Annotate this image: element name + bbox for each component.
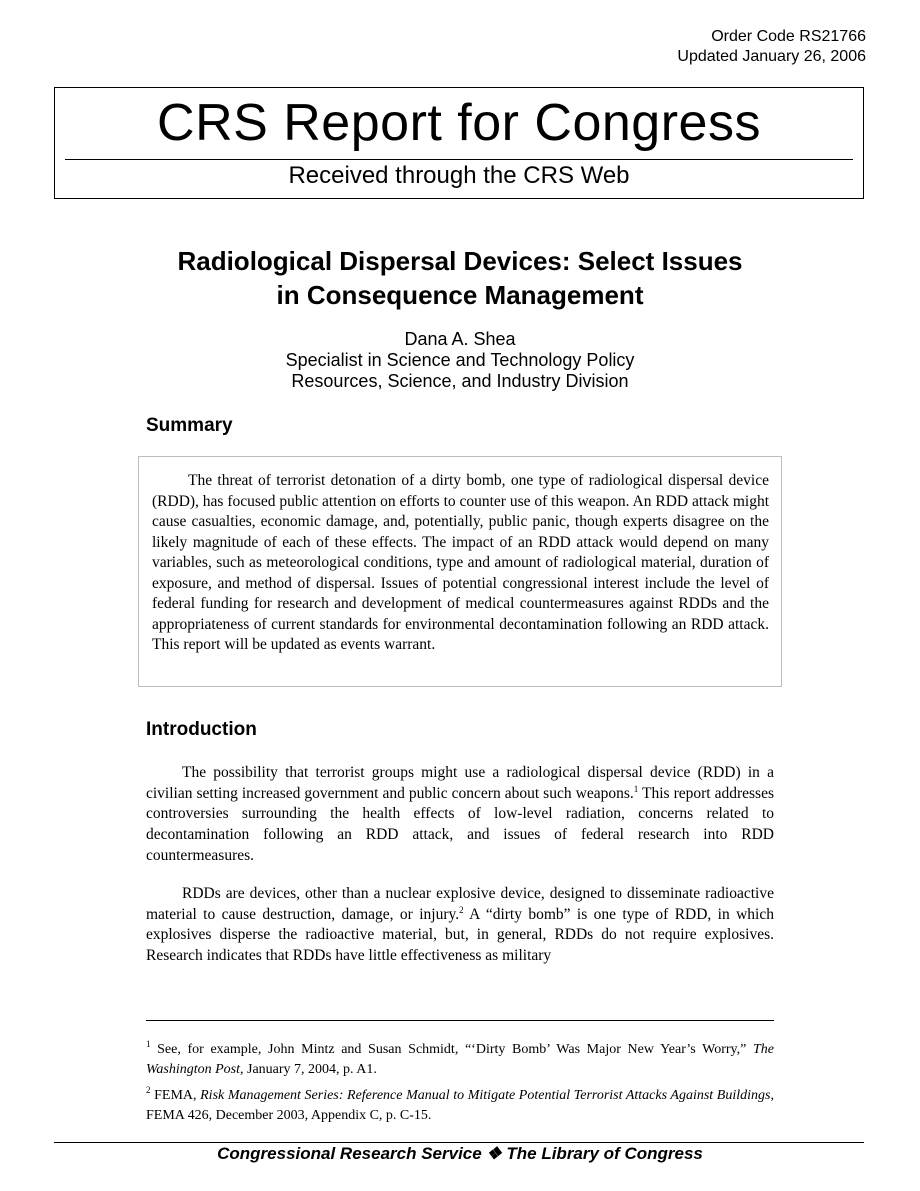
footnote-1: [146, 1040, 774, 1079]
footnote-2-number: 2: [146, 1085, 151, 1095]
footnote-divider: [146, 1020, 774, 1021]
footer-text: Congressional Research Service ❖ The Library of Congress: [217, 1144, 703, 1163]
summary-heading: Summary: [146, 415, 233, 436]
footnote-ref-1: 1: [633, 783, 639, 794]
footnote-1-number: 1: [146, 1039, 151, 1049]
document-title: [100, 244, 820, 312]
author-block: [100, 329, 820, 392]
report-header-box: [54, 87, 864, 199]
summary-paragraph: The threat of terrorist detonation of a dirty bomb, one type of radiological dispersal device (RDD), has focused public attention on efforts to counter use of this weapon. An RDD attack might cause casualties, economic damage, and, potentially, public panic, though experts disagree on the likely magnitude of each of these effects. The impact of an RDD attack would depend on many variables, such as meteorological conditions, type and amount of radiological material, duration of exposure, and method of dispersal. Issues of potential congressional interest include the level of federal funding for research and development of medical countermeasures against RDDs and the appropriateness of current standards for environmental decontamination following an RDD attack. This report will be updated as events warrant.: [152, 472, 770, 653]
document-title-line-1: Radiological Dispersal Devices: Select Issues: [177, 246, 743, 276]
introduction-heading: Introduction: [146, 719, 257, 740]
footnote-1-citation: , January 7, 2004, p. A1.: [240, 1061, 377, 1077]
document-title-line-2: in Consequence Management: [276, 280, 644, 310]
footnote-1-source: The Washington Post: [146, 1042, 774, 1077]
author-name: Dana A. Shea: [404, 329, 516, 349]
report-title: CRS Report for Congress: [157, 94, 761, 152]
intro-paragraph-2: [146, 884, 774, 967]
report-subtitle: Received through the CRS Web: [288, 162, 630, 189]
intro-p1-continued: This report addresses controversies surrounding the health effects of low-level radiation, concerns related to decontamination following an RDD attack, and issues of federal research into RDD countermeasures.: [146, 784, 774, 864]
footnote-2-source: Risk Management Series: Reference Manual to Mitigate Potential Terrorist Attacks Against Buildings: [200, 1088, 771, 1103]
footnote-2-citation: , FEMA 426, December 2003, Appendix C, p. C-15.: [146, 1088, 774, 1123]
footnote-2-text: FEMA,: [150, 1088, 201, 1103]
footnote-ref-2: 2: [459, 904, 464, 915]
footnote-1-text: See, for example, John Mintz and Susan Schmidt, “‘Dirty Bomb’ Was Major New Year’s Worry,”: [150, 1042, 753, 1057]
author-division: Resources, Science, and Industry Division: [291, 371, 629, 391]
intro-paragraph-1: [146, 763, 774, 867]
intro-p2-text: RDDs are devices, other than a nuclear explosive device, designed to disseminate radioactive material to cause destruction, damage, or injury.: [146, 885, 774, 923]
footnote-2: [146, 1086, 774, 1125]
intro-p1-text: The possibility that terrorist groups might use a radiological dispersal device (RDD) in a civilian setting increased government and public concern about such weapons.: [146, 764, 774, 802]
header-divider: [65, 159, 853, 160]
order-info: [677, 27, 866, 67]
summary-text: [152, 471, 769, 656]
intro-p2-continued: A “dirty bomb” is one type of RDD, in which explosives disperse the radioactive material, but, in general, RDDs do not require explosives. Research indicates that RDDs have little effectiveness as military: [146, 905, 774, 965]
order-code: Order Code RS21766: [711, 28, 866, 45]
summary-box: [138, 456, 782, 687]
author-role: Specialist in Science and Technology Policy: [285, 350, 635, 370]
updated-date: Updated January 26, 2006: [677, 48, 866, 65]
